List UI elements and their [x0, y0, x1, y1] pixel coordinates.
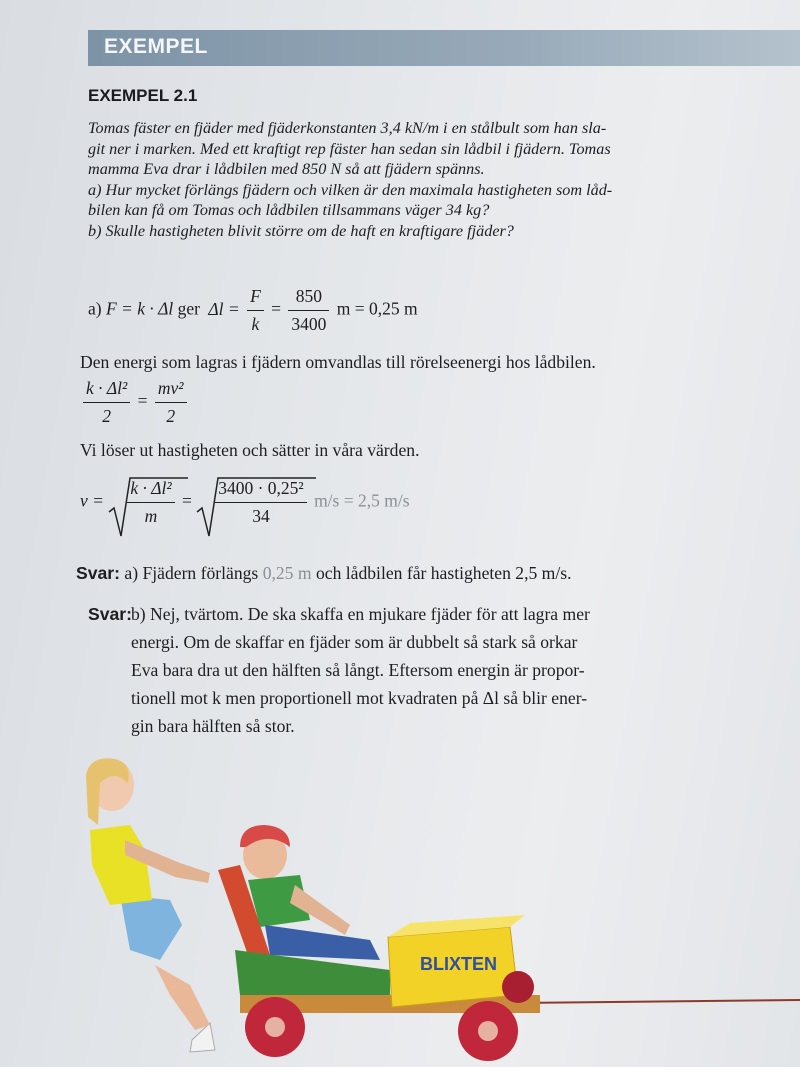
problem-line: bilen kan få om Tomas och lådbilen tillsammans väger 34 kg?: [88, 201, 490, 220]
spring-energy-fraction: [83, 378, 130, 427]
fraction-numerator: 850: [288, 286, 329, 311]
problem-line: mamma Eva drar i lådbilen med 850 N så att fjädern spänns.: [88, 160, 485, 179]
answer-a-text-end: och lådbilen får hastigheten 2,5 m/s.: [311, 563, 572, 583]
kinetic-energy-fraction: [155, 378, 187, 427]
velocity-equation: [80, 478, 410, 527]
box-label: BLIXTEN: [420, 954, 498, 974]
velocity-label: v =: [80, 490, 104, 511]
answer-a: [76, 563, 572, 584]
fraction-denominator: m: [144, 506, 158, 526]
fraction-denominator: k: [251, 314, 260, 334]
solution-a-prefix: a): [88, 298, 102, 319]
woman-figure: [86, 758, 215, 1052]
answer-b-line: b) Nej, tvärtom. De ska skaffa en mjukare fjäder för att lagra mer: [131, 604, 590, 624]
problem-line: git ner i marken. Med ett kraftigt rep fäster han sedan sin lådbil i fjädern. Tomas: [88, 139, 611, 158]
fraction-denominator: 34: [252, 506, 270, 526]
equals-sign: =: [137, 390, 148, 411]
rope: [515, 1000, 800, 1003]
sqrt-sign-icon: [196, 474, 316, 540]
problem-statement: [88, 118, 708, 242]
ger-word: ger: [177, 298, 200, 319]
problem-line: a) Hur mycket förlängs fjädern och vilken är den maximala hastigheten som låd-: [88, 180, 613, 199]
force-over-k-fraction: [247, 286, 264, 335]
fraction-denominator: 3400: [291, 314, 327, 334]
fraction-denominator: 2: [166, 406, 176, 426]
velocity-result: m/s = 2,5 m/s: [314, 490, 410, 511]
section-header-bar: [88, 30, 800, 66]
equals-sign: =: [181, 490, 192, 511]
equals-sign: =: [271, 298, 282, 319]
fraction-numerator: k · Δl²: [83, 378, 130, 403]
energy-equation: [80, 378, 190, 427]
answer-b-line: gin bara hälften så stor.: [131, 716, 295, 736]
example-title: EXEMPEL 2.1: [88, 86, 198, 105]
answer-label: Svar:: [88, 604, 133, 624]
energy-text: Den energi som lagras i fjädern omvandlas till rörelseenergi hos lådbilen.: [80, 352, 596, 372]
fraction-numerator: 3400 · 0,25²: [215, 478, 306, 503]
hooke-law: F = k · Δl: [105, 298, 174, 319]
solution-a-equation: [88, 286, 418, 335]
answer-a-text-start: a) Fjädern förlängs: [124, 563, 263, 583]
fraction-denominator: 2: [102, 406, 112, 426]
problem-line: Tomas fäster en fjäder med fjäderkonstanten 3,4 kN/m i en stålbult som han sla-: [88, 119, 607, 137]
problem-line: b) Skulle hastigheten blivit större om de haft en kraftigare fjäder?: [88, 221, 514, 240]
fraction-numerator: k · Δl²: [127, 478, 174, 503]
sqrt-numeric: [196, 478, 309, 527]
sqrt-symbolic: [108, 478, 177, 527]
cart-illustration: [70, 755, 800, 1065]
answer-b-line: Eva bara dra ut den hälften så långt. Eftersom energin är propor-: [131, 660, 585, 680]
answer-label: Svar:: [76, 563, 121, 583]
answer-b-line: energi. Om de skaffar en fjäder som är dubbelt så stark så orkar: [131, 632, 578, 652]
section-header-label: EXEMPEL: [104, 35, 208, 58]
delta-l-label: Δl =: [208, 298, 240, 319]
answer-b-line: tionell mot k men proportionell mot kvadraten på Δl så blir ener-: [131, 688, 588, 708]
solve-text: Vi löser ut hastigheten och sätter in våra värden.: [80, 440, 420, 460]
answer-b-text: [131, 600, 731, 740]
sqrt-sign-icon: [108, 474, 188, 540]
fraction-numerator: mv²: [155, 378, 187, 403]
solution-a-result: m = 0,25 m: [336, 298, 418, 319]
answer-a-value: 0,25 m: [262, 563, 312, 583]
fraction-numerator: F: [247, 286, 264, 311]
numeric-fraction: [288, 286, 329, 335]
